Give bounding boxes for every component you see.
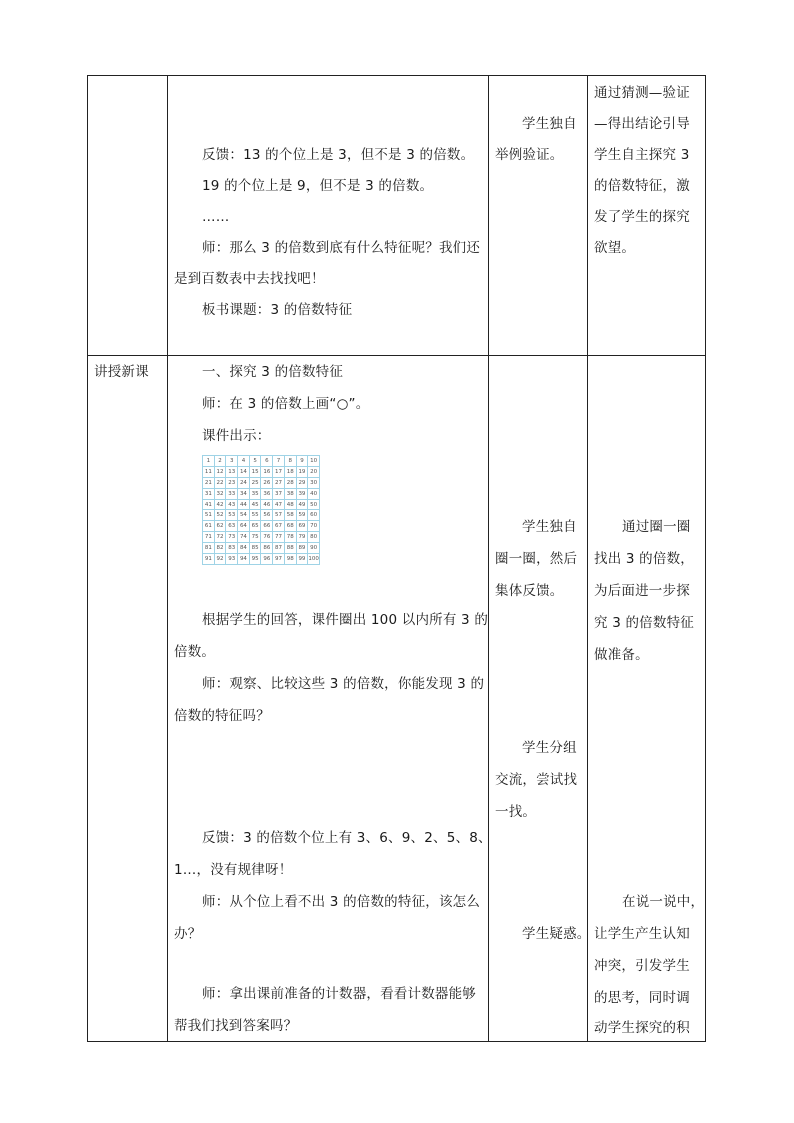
hundred-chart-cell: 42 bbox=[215, 500, 227, 511]
design-intent-line: 为后面进一步探 bbox=[594, 583, 690, 599]
hundred-chart-cell: 11 bbox=[203, 467, 215, 478]
hundred-chart-cell: 77 bbox=[273, 532, 285, 543]
hundred-chart-cell: 36 bbox=[261, 489, 273, 500]
hundred-chart-cell: 14 bbox=[238, 467, 250, 478]
content-line: 一、探究 3 的倍数特征 bbox=[202, 364, 344, 380]
hundred-chart-cell: 64 bbox=[238, 521, 250, 532]
hundred-chart-cell: 24 bbox=[238, 478, 250, 489]
hundred-chart-cell: 1 bbox=[203, 456, 215, 467]
hundred-chart-cell: 41 bbox=[203, 500, 215, 511]
hundred-chart-cell: 61 bbox=[203, 521, 215, 532]
hundred-chart-cell: 27 bbox=[273, 478, 285, 489]
hundred-chart-cell: 52 bbox=[215, 510, 227, 521]
hundred-chart-cell: 46 bbox=[261, 500, 273, 511]
student-activity-line: 一找。 bbox=[495, 804, 537, 820]
table-border-left bbox=[87, 75, 88, 1042]
design-intent-line: 究 3 的倍数特征 bbox=[594, 615, 694, 631]
hundred-chart-cell: 35 bbox=[250, 489, 262, 500]
hundred-chart-cell: 94 bbox=[238, 554, 250, 565]
hundred-chart-cell: 48 bbox=[285, 500, 297, 511]
hundred-chart-cell: 97 bbox=[273, 554, 285, 565]
hundred-chart-cell: 15 bbox=[250, 467, 262, 478]
hundred-chart-cell: 30 bbox=[308, 478, 320, 489]
hundred-chart-cell: 37 bbox=[273, 489, 285, 500]
hundred-chart-cell: 50 bbox=[308, 500, 320, 511]
content-line: 师：观察、比较这些 3 的倍数，你能发现 3 的 bbox=[202, 676, 485, 692]
student-activity-line: 学生分组 bbox=[522, 740, 577, 756]
student-activity-line: 圈一圈，然后 bbox=[495, 551, 578, 567]
hundred-chart-cell: 3 bbox=[226, 456, 238, 467]
content-line: 师：从个位上看不出 3 的倍数的特征，该怎么 bbox=[202, 894, 481, 910]
content-line: 倍数的特征吗？ bbox=[174, 708, 270, 724]
hundred-chart-cell: 34 bbox=[238, 489, 250, 500]
design-intent-line: 冲突，引发学生 bbox=[594, 958, 690, 974]
content-line: 板书课题：3 的倍数特征 bbox=[202, 302, 353, 318]
hundred-chart-cell: 78 bbox=[285, 532, 297, 543]
hundred-chart-cell: 8 bbox=[285, 456, 297, 467]
student-activity-line: 举例验证。 bbox=[495, 147, 564, 163]
hundred-chart-cell: 20 bbox=[308, 467, 320, 478]
hundred-chart-cell: 76 bbox=[261, 532, 273, 543]
content-line: 是到百数表中去找找吧！ bbox=[174, 271, 325, 287]
hundred-chart-cell: 47 bbox=[273, 500, 285, 511]
hundred-chart-cell: 65 bbox=[250, 521, 262, 532]
hundred-chart-cell: 40 bbox=[308, 489, 320, 500]
hundred-chart-cell: 22 bbox=[215, 478, 227, 489]
hundred-chart-cell: 58 bbox=[285, 510, 297, 521]
hundred-chart-cell: 90 bbox=[308, 543, 320, 554]
hundred-chart-cell: 56 bbox=[261, 510, 273, 521]
content-line: 19 的个位上是 9，但不是 3 的倍数。 bbox=[202, 178, 434, 194]
hundred-chart-cell: 19 bbox=[297, 467, 309, 478]
hundred-chart-cell: 23 bbox=[226, 478, 238, 489]
column-divider bbox=[587, 75, 588, 1042]
column-divider bbox=[488, 75, 489, 1042]
student-activity-line: 学生独自 bbox=[522, 116, 577, 132]
column-divider bbox=[167, 75, 168, 1042]
design-intent-line: 发了学生的探究 bbox=[594, 209, 690, 225]
table-border-right bbox=[705, 75, 706, 1042]
content-line: …… bbox=[202, 209, 230, 225]
student-activity-line: 学生独自 bbox=[522, 519, 577, 535]
hundred-chart-cell: 98 bbox=[285, 554, 297, 565]
hundred-chart-cell: 59 bbox=[297, 510, 309, 521]
hundred-chart-cell: 99 bbox=[297, 554, 309, 565]
hundred-chart-cell: 49 bbox=[297, 500, 309, 511]
hundred-chart-cell: 57 bbox=[273, 510, 285, 521]
hundred-chart-cell: 86 bbox=[261, 543, 273, 554]
hundred-chart-cell: 82 bbox=[215, 543, 227, 554]
design-intent-line: 通过猜测—验证 bbox=[594, 85, 690, 101]
hundred-chart-cell: 55 bbox=[250, 510, 262, 521]
hundred-chart-cell: 5 bbox=[250, 456, 262, 467]
hundred-chart-cell: 62 bbox=[215, 521, 227, 532]
hundred-chart-cell: 45 bbox=[250, 500, 262, 511]
design-intent-line: 在说一说中， bbox=[622, 894, 705, 910]
hundred-chart-cell: 44 bbox=[238, 500, 250, 511]
hundred-chart-cell: 63 bbox=[226, 521, 238, 532]
content-line: 师：在 3 的倍数上画“○”。 bbox=[202, 396, 370, 412]
content-line: 师：那么 3 的倍数到底有什么特征呢？我们还 bbox=[202, 240, 481, 256]
hundred-chart-cell: 31 bbox=[203, 489, 215, 500]
design-intent-line: 学生自主探究 3 bbox=[594, 147, 690, 163]
hundred-chart-cell: 10 bbox=[308, 456, 320, 467]
table-border-top bbox=[87, 75, 706, 76]
hundred-chart-cell: 54 bbox=[238, 510, 250, 521]
hundred-chart-cell: 89 bbox=[297, 543, 309, 554]
content-line: 反馈：3 的倍数个位上有 3、6、9、2、5、8、 bbox=[202, 830, 492, 846]
hundred-chart-cell: 7 bbox=[273, 456, 285, 467]
hundred-chart-cell: 95 bbox=[250, 554, 262, 565]
hundred-chart-cell: 92 bbox=[215, 554, 227, 565]
design-intent-line: 的思考，同时调 bbox=[594, 990, 690, 1006]
hundred-chart-cell: 32 bbox=[215, 489, 227, 500]
hundred-chart-cell: 96 bbox=[261, 554, 273, 565]
hundred-chart-cell: 81 bbox=[203, 543, 215, 554]
row-divider bbox=[87, 355, 706, 356]
hundred-chart-cell: 87 bbox=[273, 543, 285, 554]
hundred-chart-cell: 60 bbox=[308, 510, 320, 521]
student-activity-line: 集体反馈。 bbox=[495, 583, 564, 599]
design-intent-line: 让学生产生认知 bbox=[594, 926, 690, 942]
table-border-bottom bbox=[87, 1041, 706, 1042]
hundred-chart-cell: 53 bbox=[226, 510, 238, 521]
design-intent-line: 动学生探究的积 bbox=[594, 1020, 690, 1036]
content-line: 1…，没有规律呀！ bbox=[174, 862, 293, 878]
content-line: 师：拿出课前准备的计数器，看看计数器能够 bbox=[202, 986, 476, 1002]
hundred-chart-cell: 71 bbox=[203, 532, 215, 543]
hundred-chart-cell: 70 bbox=[308, 521, 320, 532]
hundred-chart-cell: 93 bbox=[226, 554, 238, 565]
hundred-chart-cell: 66 bbox=[261, 521, 273, 532]
content-line: 帮我们找到答案吗？ bbox=[174, 1018, 298, 1034]
hundred-chart-cell: 74 bbox=[238, 532, 250, 543]
content-line: 课件出示： bbox=[202, 428, 271, 444]
hundred-chart-cell: 17 bbox=[273, 467, 285, 478]
hundred-chart-cell: 29 bbox=[297, 478, 309, 489]
hundred-chart-cell: 67 bbox=[273, 521, 285, 532]
hundred-chart-cell: 33 bbox=[226, 489, 238, 500]
hundred-chart-cell: 4 bbox=[238, 456, 250, 467]
hundred-chart-cell: 16 bbox=[261, 467, 273, 478]
hundred-chart-cell: 100 bbox=[308, 554, 320, 565]
student-activity-line: 交流，尝试找 bbox=[495, 772, 578, 788]
content-line: 倍数。 bbox=[174, 644, 216, 660]
hundred-chart-cell: 69 bbox=[297, 521, 309, 532]
hundred-chart-cell: 79 bbox=[297, 532, 309, 543]
hundred-chart-cell: 75 bbox=[250, 532, 262, 543]
hundred-chart-cell: 80 bbox=[308, 532, 320, 543]
hundred-chart-cell: 12 bbox=[215, 467, 227, 478]
design-intent-line: 欲望。 bbox=[594, 240, 636, 256]
design-intent-line: 做准备。 bbox=[594, 647, 649, 663]
hundred-chart-cell: 38 bbox=[285, 489, 297, 500]
hundred-chart-cell: 39 bbox=[297, 489, 309, 500]
content-line: 办？ bbox=[174, 926, 202, 942]
student-activity-line: 学生疑惑。 bbox=[522, 926, 591, 942]
hundred-chart-cell: 28 bbox=[285, 478, 297, 489]
hundred-chart-cell: 18 bbox=[285, 467, 297, 478]
hundred-chart-cell: 68 bbox=[285, 521, 297, 532]
hundred-chart bbox=[202, 455, 320, 565]
design-intent-line: 的倍数特征，激 bbox=[594, 178, 690, 194]
hundred-chart-cell: 83 bbox=[226, 543, 238, 554]
hundred-chart-cell: 84 bbox=[238, 543, 250, 554]
hundred-chart-cell: 9 bbox=[297, 456, 309, 467]
hundred-chart-cell: 6 bbox=[261, 456, 273, 467]
hundred-chart-cell: 88 bbox=[285, 543, 297, 554]
design-intent-line: 通过圈一圈 bbox=[622, 519, 691, 535]
stage-label: 讲授新课 bbox=[94, 364, 149, 380]
hundred-chart-cell: 43 bbox=[226, 500, 238, 511]
content-line: 反馈：13 的个位上是 3，但不是 3 的倍数。 bbox=[202, 147, 475, 163]
hundred-chart-cell: 51 bbox=[203, 510, 215, 521]
hundred-chart-cell: 2 bbox=[215, 456, 227, 467]
hundred-chart-cell: 72 bbox=[215, 532, 227, 543]
hundred-chart-cell: 21 bbox=[203, 478, 215, 489]
hundred-chart-cell: 73 bbox=[226, 532, 238, 543]
design-intent-line: —得出结论引导 bbox=[594, 116, 690, 132]
hundred-chart-cell: 25 bbox=[250, 478, 262, 489]
hundred-chart-cell: 91 bbox=[203, 554, 215, 565]
hundred-chart-cell: 26 bbox=[261, 478, 273, 489]
design-intent-line: 找出 3 的倍数， bbox=[594, 551, 694, 567]
hundred-chart-cell: 85 bbox=[250, 543, 262, 554]
hundred-chart-cell: 13 bbox=[226, 467, 238, 478]
content-line: 根据学生的回答，课件圈出 100 以内所有 3 的 bbox=[202, 612, 489, 628]
